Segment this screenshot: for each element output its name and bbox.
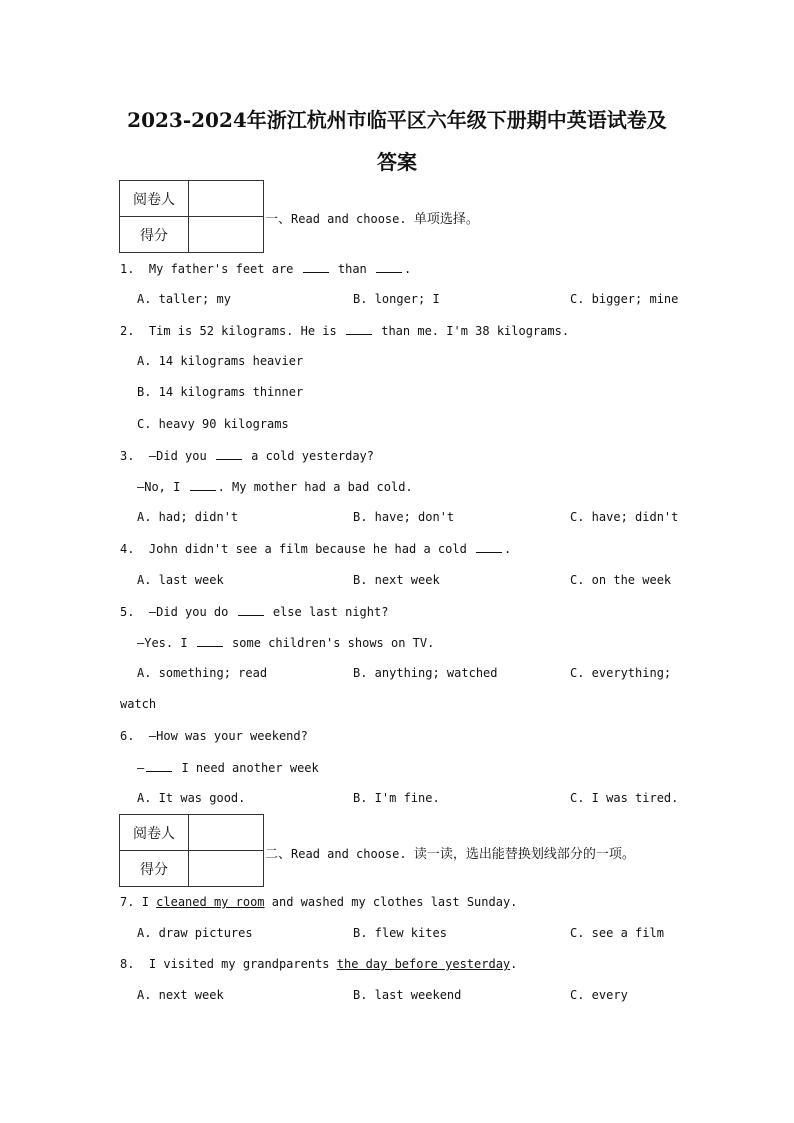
q3-option-a[interactable]: A. had; didn't xyxy=(137,510,239,524)
q8-text: I visited my grandparents xyxy=(148,957,330,971)
q1-text: . xyxy=(404,262,412,276)
question-3 xyxy=(120,448,374,463)
q6-text: —How was your weekend? xyxy=(148,729,308,743)
q7-number: 7. xyxy=(120,895,135,909)
q6-number: 6. xyxy=(120,729,135,743)
question-8 xyxy=(120,957,517,971)
section2-heading xyxy=(265,843,635,862)
q4-option-a[interactable]: A. last week xyxy=(137,573,224,587)
q2-option-a[interactable]: A. 14 kilograms heavier xyxy=(137,354,304,368)
exam-title-line1: 2023-2024年浙江杭州市临平区六年级下册期中英语试卷及 xyxy=(127,108,667,132)
q8-option-b[interactable]: B. last weekend xyxy=(353,988,462,1002)
q5-number: 5. xyxy=(120,605,135,619)
section1-heading xyxy=(265,208,479,227)
answer-blank[interactable] xyxy=(197,635,223,647)
q3-number: 3. xyxy=(120,449,135,463)
answer-blank[interactable] xyxy=(303,261,329,273)
q8-option-a[interactable]: A. next week xyxy=(137,988,224,1002)
q5-text: —Yes. I xyxy=(137,636,188,650)
q4-option-b[interactable]: B. next week xyxy=(353,573,440,587)
question-6 xyxy=(120,729,308,743)
answer-blank[interactable] xyxy=(216,448,242,460)
q1-number: 1. xyxy=(120,262,135,276)
q1-option-a[interactable]: A. taller; my xyxy=(137,292,231,306)
score-field[interactable] xyxy=(189,217,264,253)
section2-cn: 读一读，选出能替换划线部分的一项。 xyxy=(413,847,635,862)
q6-option-a[interactable]: A. It was good. xyxy=(137,791,246,805)
reviewer-label: 阅卷人 xyxy=(120,815,189,851)
q3-option-b[interactable]: B. have; don't xyxy=(353,510,455,524)
q6-option-c[interactable]: C. I was tired. xyxy=(570,791,679,805)
q1-option-c[interactable]: C. bigger; mine xyxy=(570,292,679,306)
answer-blank[interactable] xyxy=(346,323,372,335)
reviewer-label: 阅卷人 xyxy=(120,181,189,217)
q2-number: 2. xyxy=(120,324,135,338)
q4-text: John didn't see a film because he had a cold xyxy=(148,542,467,556)
q2-text: Tim is 52 kilograms. He is xyxy=(148,324,337,338)
q3-option-c[interactable]: C. have; didn't xyxy=(570,510,679,524)
q5-option-c-wrap: watch xyxy=(120,697,157,711)
section2-number: 二、 xyxy=(265,847,292,862)
q3-text: . My mother had a bad cold. xyxy=(217,480,413,494)
question-2 xyxy=(120,323,569,338)
q3-line2 xyxy=(137,479,413,494)
reviewer-field[interactable] xyxy=(189,181,264,217)
q2-option-b[interactable]: B. 14 kilograms thinner xyxy=(137,385,304,399)
q5-option-a[interactable]: A. something; read xyxy=(137,666,268,680)
q1-option-b[interactable]: B. longer; I xyxy=(353,292,440,306)
score-label: 得分 xyxy=(120,217,189,253)
section1-en: Read and choose. xyxy=(291,212,407,226)
q6-text: I need another week xyxy=(181,761,319,775)
q8-number: 8. xyxy=(120,957,135,971)
q8-text: . xyxy=(510,957,518,971)
answer-blank[interactable] xyxy=(146,760,172,772)
q4-text: . xyxy=(504,542,512,556)
q7-option-c[interactable]: C. see a film xyxy=(570,926,664,940)
q7-text: and washed my clothes last Sunday. xyxy=(271,895,518,909)
answer-blank[interactable] xyxy=(238,604,264,616)
q6-option-b[interactable]: B. I'm fine. xyxy=(353,791,440,805)
q5-option-b[interactable]: B. anything; watched xyxy=(353,666,498,680)
q2-option-c[interactable]: C. heavy 90 kilograms xyxy=(137,417,289,431)
reviewer-field[interactable] xyxy=(189,815,264,851)
question-5 xyxy=(120,604,388,619)
answer-blank[interactable] xyxy=(476,541,502,553)
q5-text: some children's shows on TV. xyxy=(232,636,435,650)
score-box-2 xyxy=(119,814,264,887)
q4-number: 4. xyxy=(120,542,135,556)
q5-option-c[interactable]: C. everything; xyxy=(570,666,672,680)
q6-line2 xyxy=(137,760,319,775)
q8-option-c[interactable]: C. every xyxy=(570,988,628,1002)
q7-option-a[interactable]: A. draw pictures xyxy=(137,926,253,940)
section2-en: Read and choose. xyxy=(291,847,407,861)
score-box-1 xyxy=(119,180,264,253)
question-7 xyxy=(120,895,517,909)
q8-underlined-phrase: the day before yesterday xyxy=(336,957,511,971)
exam-title-line2: 答案 xyxy=(377,150,417,174)
q5-line2 xyxy=(137,635,434,650)
q3-text: —No, I xyxy=(137,480,181,494)
answer-blank[interactable] xyxy=(376,261,402,273)
section1-number: 一、 xyxy=(265,212,292,227)
q3-text: —Did you xyxy=(148,449,207,463)
q4-option-c[interactable]: C. on the week xyxy=(570,573,672,587)
q1-text: My father's feet are xyxy=(148,262,294,276)
question-1 xyxy=(120,261,411,276)
question-4 xyxy=(120,541,511,556)
q6-text: — xyxy=(137,761,145,775)
q7-underlined-phrase: cleaned my room xyxy=(156,895,265,909)
q7-text: I xyxy=(141,895,149,909)
q3-text: a cold yesterday? xyxy=(251,449,374,463)
section1-cn: 单项选择。 xyxy=(413,212,479,227)
q2-text: than me. I'm 38 kilograms. xyxy=(381,324,570,338)
q7-option-b[interactable]: B. flew kites xyxy=(353,926,447,940)
q1-text: than xyxy=(337,262,367,276)
score-field[interactable] xyxy=(189,851,264,887)
q5-text: —Did you do xyxy=(148,605,229,619)
q5-text: else last night? xyxy=(272,605,389,619)
answer-blank[interactable] xyxy=(190,479,216,491)
score-label: 得分 xyxy=(120,851,189,887)
